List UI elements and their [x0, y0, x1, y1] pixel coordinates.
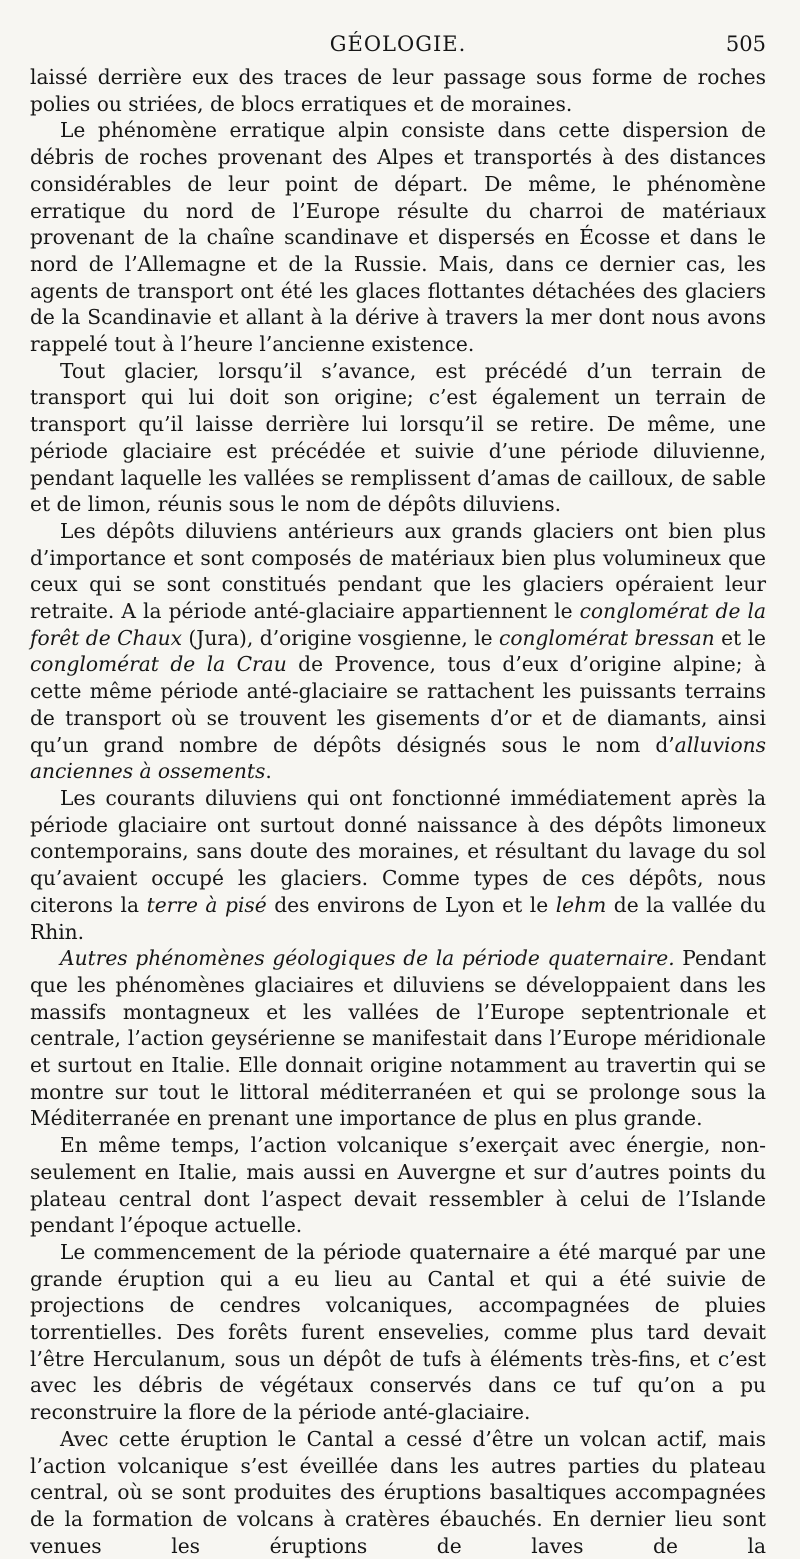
paragraph	[30, 1239, 766, 1426]
running-header	[30, 28, 766, 64]
italic-run: lehm	[555, 892, 607, 917]
text-run: Le phénomène erratique alpin consiste dans cette dispersion de débris de roches provenant des Alpes et transportés à des distances considérables de leur point de départ. De même, le phénomène erratique du nord de l’Europe résulte du charroi de matériaux provenant de la chaîne scandinave et dispersés en Écosse et dans le nord de l’Allemagne et de la Russie. Mais, dans ce dernier cas, les agents de transport ont été les glaces flottantes détachées des glaciers de la Scandinavie et allant à la dérive à travers la mer dont nous avons rappelé tout à l’heure l’ancienne existence.	[30, 118, 766, 357]
text-run: des environs de Lyon et le	[266, 892, 556, 917]
text-run: En même temps, l’action volcanique s’exerçait avec énergie, non-seulement en Italie, mais aussi en Auvergne et sur d’autres points du plateau central dont l’aspect devait ressembler à celui de l’Islande pendant l’époque actuelle.	[30, 1133, 766, 1238]
paragraph	[30, 358, 766, 518]
italic-run: conglomérat bressan	[499, 625, 715, 650]
text-run: Avec cette éruption le Cantal a cessé d’être un volcan actif, mais l’action volcanique s’est éveillée dans les autres parties du plateau central, où se sont produites des éruptions basaltiques accompagnées de la formation de volcans à cratères ébauchés. En dernier lieu sont venues les éruptions de laves de la	[30, 1426, 766, 1558]
text-run: Les courants diluviens qui ont fonctionné immédiatement après la période glaciaire ont surtout donné naissance à des dépôts limoneux contemporains, sans doute des moraines, et résultant du lavage du sol qu’avaient occupé les glaciers. Comme types de ces dépôts, nous citerons la	[30, 785, 766, 917]
italic-run: terre à pisé	[146, 892, 267, 917]
text-run: Les dépôts diluviens antérieurs aux grands glaciers ont bien plus d’importance et sont composés de matériaux bien plus volumineux que ceux qui se sont constitués pendant que les glaciers opéraient leur retraite. A la période anté-glaciaire appartiennent le	[30, 518, 766, 624]
body-text	[30, 64, 766, 1559]
paragraph	[30, 64, 766, 117]
paragraph	[30, 1426, 766, 1559]
italic-run: conglomérat de la Crau	[30, 652, 287, 677]
paragraph	[30, 117, 766, 357]
paragraph	[30, 785, 766, 945]
text-run: et le	[714, 625, 766, 650]
text-run: Le commencement de la période quaternaire a été marqué par une grande éruption qui a eu lieu au Cantal et qui a été suivie de projections de cendres volcaniques, accompagnées de pluies torrentielles. Des forêts furent ensevelies, comme plus tard devait l’être Herculanum, sous un dépôt de tufs à éléments très-fins, et c’est avec les débris de végétaux conservés dans ce tuf qu’on a pu reconstruire la flore de la période anté-glaciaire.	[30, 1239, 766, 1425]
text-run: Pendant que les phénomènes glaciaires et diluviens se développaient dans les massifs montagneux et les vallées de l’Europe septentrionale et centrale, l’action geysérienne se manifestait dans l’Europe méridionale et surtout en Italie. Elle donnait origine notamment au travertin qui se montre sur tout le littoral méditerranéen et qui se prolonge sous la Méditerranée en prenant une importance de plus en plus grande.	[30, 946, 766, 1131]
paragraph	[30, 1132, 766, 1239]
text-run: Tout glacier, lorsqu’il s’avance, est précédé d’un terrain de transport qui lui doit son origine; c’est également un terrain de transport qu’il laisse derrière lui lorsqu’il se retire. De même, une période glaciaire est précédée et suivie d’une période diluvienne, pendant laquelle les vallées se remplissent d’amas de cailloux, de sable et de limon, réunis sous le nom de dépôts diluviens.	[30, 358, 766, 517]
text-run: .	[265, 759, 272, 784]
italic-run: conglomérat de la forêt de Chaux	[30, 599, 766, 650]
paragraph	[30, 945, 766, 1132]
paragraph	[30, 518, 766, 785]
text-run: laissé derrière eux des traces de leur passage sous forme de roches polies ou striées, de blocs erratiques et de moraines.	[30, 65, 766, 116]
running-title: GÉOLOGIE.	[329, 32, 467, 56]
text-run: de la vallée du Rhin.	[30, 892, 766, 944]
italic-run: Autres phénomènes géologiques de la période quaternaire.	[60, 946, 675, 971]
page-number: 505	[725, 32, 766, 56]
text-run: (Jura), d’origine vosgienne, le	[181, 625, 500, 650]
text-run: de Provence, tous d’eux d’origine alpine; à cette même période anté-glaciaire se rattachent les puissants terrains de transport où se trouvent les gisements d’or et de diamants, ainsi qu’un grand nombre de dépôts désignés sous le nom d’	[30, 652, 766, 757]
italic-run: alluvions anciennes à ossements	[30, 732, 766, 784]
